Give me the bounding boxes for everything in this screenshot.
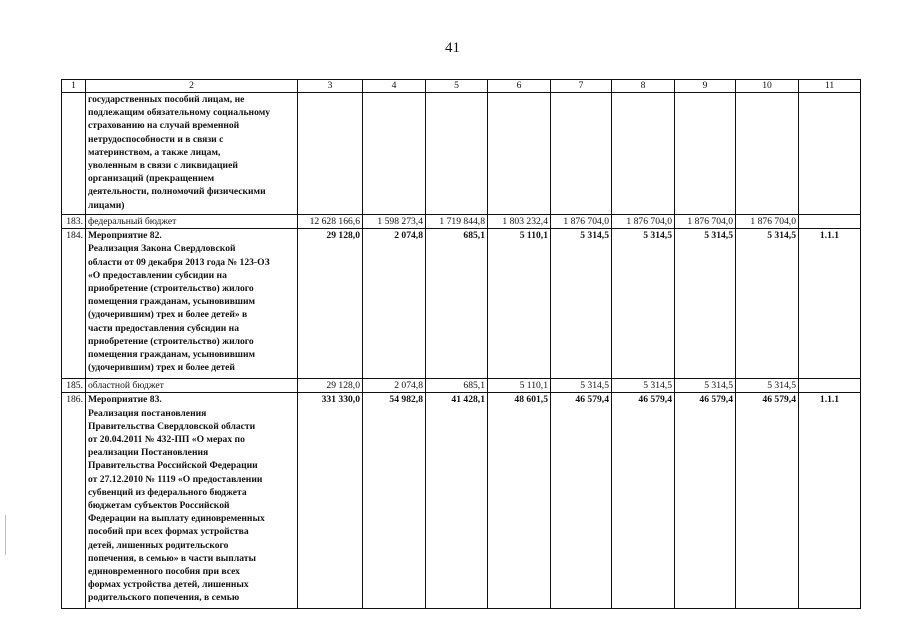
cell-col8: 5 314,5 bbox=[612, 229, 675, 379]
cell-col7: 5 314,5 bbox=[551, 229, 612, 379]
cell-col11 bbox=[799, 379, 861, 393]
cell-col6: 5 110,1 bbox=[488, 379, 551, 393]
row-description: федеральный бюджет bbox=[86, 215, 298, 229]
column-header: 9 bbox=[675, 80, 736, 93]
column-header: 5 bbox=[426, 80, 488, 93]
column-header: 1 bbox=[62, 80, 86, 93]
cell-col9: 5 314,5 bbox=[675, 379, 736, 393]
column-header: 3 bbox=[298, 80, 363, 93]
row-description: областной бюджет bbox=[86, 379, 298, 393]
cell-col9: 1 876 704,0 bbox=[675, 215, 736, 229]
cell-col5 bbox=[426, 93, 488, 215]
cell-col4: 2 074,8 bbox=[363, 379, 426, 393]
table-row bbox=[62, 93, 861, 215]
cell-col6: 5 110,1 bbox=[488, 229, 551, 379]
cell-col3 bbox=[298, 93, 363, 215]
page-number: 41 bbox=[445, 40, 460, 56]
cell-col10: 46 579,4 bbox=[736, 393, 799, 609]
cell-col8: 1 876 704,0 bbox=[612, 215, 675, 229]
column-header: 11 bbox=[799, 80, 861, 93]
cell-col4 bbox=[363, 93, 426, 215]
scan-edge-mark bbox=[5, 515, 6, 555]
cell-col4: 54 982,8 bbox=[363, 393, 426, 609]
cell-col4: 1 598 273,4 bbox=[363, 215, 426, 229]
column-header: 8 bbox=[612, 80, 675, 93]
cell-col10 bbox=[736, 93, 799, 215]
row-number bbox=[62, 93, 86, 215]
row-description: Мероприятие 82. Реализация Закона Свердловской области от 09 декабря 2013 года № 123-ОЗ «О предоставлении субсидии на приобретение (строительство) жилого помещения гражданам, усыновившим (удочерившим) трех и более детей» в части предоставления субсидии на приобретение (строительство) жилого помещения гражданам, усыновившим (удочерившим) трех и более детей bbox=[86, 229, 298, 379]
cell-col11: 1.1.1 bbox=[799, 393, 861, 609]
cell-col6 bbox=[488, 93, 551, 215]
cell-col5: 41 428,1 bbox=[426, 393, 488, 609]
cell-col5: 685,1 bbox=[426, 379, 488, 393]
budget-table bbox=[61, 79, 861, 609]
cell-col8: 5 314,5 bbox=[612, 379, 675, 393]
cell-col5: 685,1 bbox=[426, 229, 488, 379]
cell-col8 bbox=[612, 93, 675, 215]
table-row bbox=[62, 215, 861, 229]
cell-col10: 1 876 704,0 bbox=[736, 215, 799, 229]
cell-col7: 5 314,5 bbox=[551, 379, 612, 393]
cell-col10: 5 314,5 bbox=[736, 379, 799, 393]
column-number-row bbox=[62, 80, 861, 93]
row-number: 185. bbox=[62, 379, 86, 393]
cell-col10: 5 314,5 bbox=[736, 229, 799, 379]
row-number: 186. bbox=[62, 393, 86, 609]
table-row bbox=[62, 229, 861, 379]
cell-col3: 29 128,0 bbox=[298, 379, 363, 393]
column-header: 4 bbox=[363, 80, 426, 93]
cell-col7: 46 579,4 bbox=[551, 393, 612, 609]
cell-col6: 48 601,5 bbox=[488, 393, 551, 609]
cell-col3: 12 628 166,6 bbox=[298, 215, 363, 229]
cell-col4: 2 074,8 bbox=[363, 229, 426, 379]
cell-col11: 1.1.1 bbox=[799, 229, 861, 379]
column-header: 7 bbox=[551, 80, 612, 93]
row-number: 183. bbox=[62, 215, 86, 229]
cell-col9 bbox=[675, 93, 736, 215]
cell-col7 bbox=[551, 93, 612, 215]
row-description: государственных пособий лицам, не подлежащим обязательному социальному страхованию на случай временной нетрудоспособности и в связи с материнством, а также лицам, уволенным в связи с ликвидацией организаций (прекращением деятельности, полномочий физическими лицами) bbox=[86, 93, 298, 215]
cell-col8: 46 579,4 bbox=[612, 393, 675, 609]
cell-col3: 331 330,0 bbox=[298, 393, 363, 609]
cell-col6: 1 803 232,4 bbox=[488, 215, 551, 229]
table-row bbox=[62, 379, 861, 393]
column-header: 2 bbox=[86, 80, 298, 93]
row-description: Мероприятие 83. Реализация постановления Правительства Свердловской области от 20.04.2011 № 432-ПП «О мерах по реализации Постановления Правительства Российской Федерации от 27.12.2010 № 1119 «О предоставлении субвенций из федерального бюджета бюджетам субъектов Российской Федерации на выплату единовременных пособий при всех формах устройства детей, лишенных родительского попечения, в семью» в части выплаты единовременного пособия при всех формах устройства детей, лишенных родительского попечения, в семью bbox=[86, 393, 298, 609]
table-row bbox=[62, 393, 861, 609]
column-header: 6 bbox=[488, 80, 551, 93]
cell-col9: 46 579,4 bbox=[675, 393, 736, 609]
cell-col7: 1 876 704,0 bbox=[551, 215, 612, 229]
cell-col3: 29 128,0 bbox=[298, 229, 363, 379]
cell-col11 bbox=[799, 215, 861, 229]
cell-col9: 5 314,5 bbox=[675, 229, 736, 379]
column-header: 10 bbox=[736, 80, 799, 93]
row-number: 184. bbox=[62, 229, 86, 379]
cell-col11 bbox=[799, 93, 861, 215]
cell-col5: 1 719 844,8 bbox=[426, 215, 488, 229]
